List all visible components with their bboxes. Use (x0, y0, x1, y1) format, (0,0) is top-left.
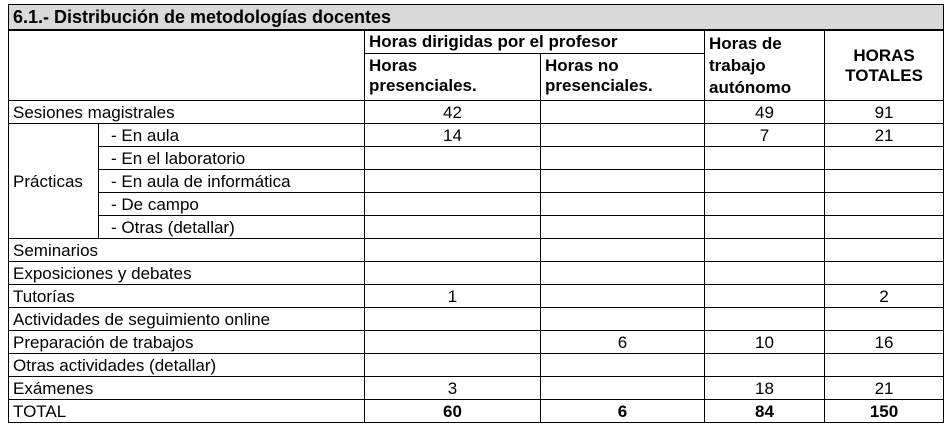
cell-presenciales: 14 (365, 124, 541, 147)
table-row (9, 285, 944, 308)
table-row (9, 147, 944, 170)
cell-total: 21 (825, 124, 944, 147)
row-label: - En el laboratorio (99, 147, 365, 170)
header-autonomo-line1: Horas de (709, 34, 782, 53)
cell-autonomo (705, 308, 825, 331)
header-no-presenciales-line2: presenciales. (545, 76, 653, 95)
table-row (9, 101, 944, 124)
total-presenciales: 60 (365, 400, 541, 423)
cell-autonomo (705, 147, 825, 170)
header-presenciales-line2: presenciales. (369, 76, 477, 95)
metodologias-table (8, 4, 944, 423)
cell-presenciales: 3 (365, 377, 541, 400)
table-row (9, 124, 944, 147)
cell-autonomo (705, 216, 825, 239)
row-label: - De campo (99, 193, 365, 216)
cell-autonomo (705, 262, 825, 285)
header-totales-line1: HORAS (853, 45, 915, 65)
cell-autonomo (705, 354, 825, 377)
cell-presenciales (365, 331, 541, 354)
cell-presenciales (365, 193, 541, 216)
total-no-presenciales: 6 (541, 400, 705, 423)
cell-presenciales (365, 354, 541, 377)
table-row (9, 216, 944, 239)
cell-autonomo: 10 (705, 331, 825, 354)
cell-total: 91 (825, 101, 944, 124)
cell-total (825, 262, 944, 285)
total-autonomo: 84 (705, 400, 825, 423)
row-label: Seminarios (9, 239, 365, 262)
table-title: 6.1.- Distribución de metodologías docentes (9, 5, 944, 31)
total-total: 150 (825, 400, 944, 423)
header-no-presenciales-line1: Horas no (545, 56, 619, 75)
cell-autonomo: 7 (705, 124, 825, 147)
cell-autonomo: 18 (705, 377, 825, 400)
cell-presenciales (365, 308, 541, 331)
row-label: Tutorías (9, 285, 365, 308)
header-autonomo (705, 30, 825, 101)
table-row (9, 239, 944, 262)
table-row (9, 193, 944, 216)
cell-autonomo: 49 (705, 101, 825, 124)
cell-autonomo (705, 170, 825, 193)
cell-presenciales (365, 147, 541, 170)
cell-no-presenciales (541, 354, 705, 377)
header-row-1 (9, 30, 944, 54)
row-label: Exámenes (9, 377, 365, 400)
table-row (9, 331, 944, 354)
cell-no-presenciales (541, 377, 705, 400)
row-label: Exposiciones y debates (9, 262, 365, 285)
header-totales-line2: TOTALES (845, 65, 923, 85)
cell-no-presenciales: 6 (541, 331, 705, 354)
cell-presenciales (365, 239, 541, 262)
cell-total: 21 (825, 377, 944, 400)
table-row (9, 354, 944, 377)
cell-presenciales (365, 170, 541, 193)
cell-no-presenciales (541, 193, 705, 216)
header-presenciales (365, 54, 541, 101)
cell-total (825, 193, 944, 216)
cell-no-presenciales (541, 170, 705, 193)
header-group-dirigidas: Horas dirigidas por el profesor (365, 30, 705, 54)
header-empty-cell (9, 30, 365, 101)
cell-presenciales: 42 (365, 101, 541, 124)
table-row (9, 308, 944, 331)
cell-autonomo (705, 285, 825, 308)
cell-no-presenciales (541, 308, 705, 331)
table-row (9, 377, 944, 400)
practicas-group-label: Prácticas (9, 124, 99, 239)
cell-no-presenciales (541, 262, 705, 285)
cell-presenciales: 1 (365, 285, 541, 308)
cell-no-presenciales (541, 147, 705, 170)
cell-autonomo (705, 239, 825, 262)
table-title-row (9, 5, 944, 31)
header-presenciales-line1: Horas (369, 56, 418, 75)
row-label: - Otras (detallar) (99, 216, 365, 239)
row-label: Sesiones magistrales (9, 101, 365, 124)
cell-presenciales (365, 216, 541, 239)
cell-total (825, 170, 944, 193)
cell-total: 2 (825, 285, 944, 308)
row-label: - En aula (99, 124, 365, 147)
cell-no-presenciales (541, 216, 705, 239)
cell-total (825, 308, 944, 331)
row-label: Preparación de trabajos (9, 331, 365, 354)
cell-no-presenciales (541, 124, 705, 147)
table-row (9, 262, 944, 285)
table-row (9, 170, 944, 193)
cell-total (825, 147, 944, 170)
cell-total (825, 354, 944, 377)
cell-no-presenciales (541, 101, 705, 124)
row-label: - En aula de informática (99, 170, 365, 193)
row-label: Otras actividades (detallar) (9, 354, 365, 377)
cell-total: 16 (825, 331, 944, 354)
total-label: TOTAL (9, 400, 365, 423)
total-row (9, 400, 944, 423)
header-autonomo-line3: autónomo (709, 78, 792, 97)
row-label: Actividades de seguimiento online (9, 308, 365, 331)
header-totales (825, 30, 944, 101)
cell-no-presenciales (541, 239, 705, 262)
cell-total (825, 239, 944, 262)
header-autonomo-line2: trabajo (709, 56, 766, 75)
cell-total (825, 216, 944, 239)
cell-presenciales (365, 262, 541, 285)
cell-autonomo (705, 193, 825, 216)
header-no-presenciales (541, 54, 705, 101)
cell-no-presenciales (541, 285, 705, 308)
